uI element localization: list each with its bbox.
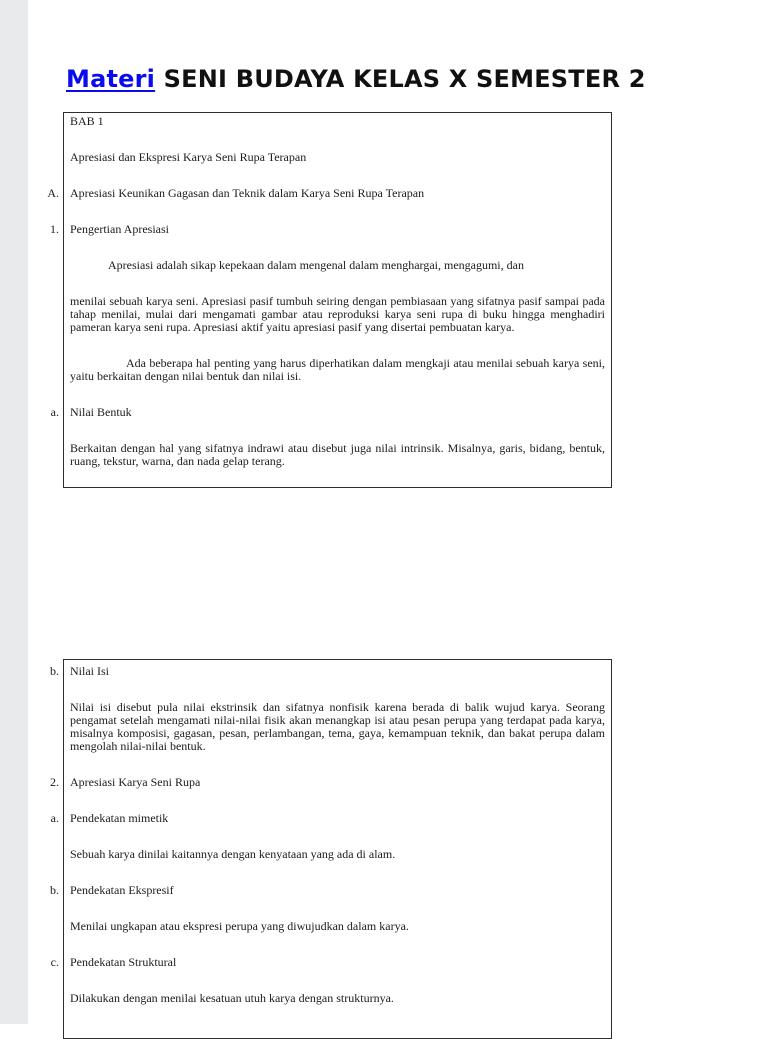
text-row xyxy=(70,151,605,164)
page-title xyxy=(66,64,646,94)
text-line: Pengertian Apresiasi xyxy=(70,222,169,236)
text-row xyxy=(50,811,605,825)
text-row xyxy=(70,357,605,383)
text-row xyxy=(50,775,605,789)
text-row xyxy=(70,920,605,933)
text-row xyxy=(50,222,605,236)
list-marker: c. xyxy=(50,955,59,969)
list-marker: a. xyxy=(50,405,59,419)
text-row xyxy=(70,115,605,128)
text-line: menilai sebuah karya seni. Apresiasi pasif tumbuh seiring dengan pembiasaan yang sifatnya pasif sampai pada tahap menilai, mulai dari mengamati gambar atau reproduksi karya seni rupa di buku hingga menghadiri pameran karya seni rupa. Apresiasi aktif yaitu apresiasi pasif yang disertai pembuatan karya. xyxy=(70,294,605,334)
page-gutter xyxy=(0,0,28,1024)
title-text: SENI BUDAYA KELAS X SEMESTER 2 xyxy=(155,65,646,93)
list-marker: b. xyxy=(50,664,59,678)
text-line: Berkaitan dengan hal yang sifatnya indrawi atau disebut juga nilai intrinsik. Misalnya, garis, bidang, bentuk, ruang, tekstur, warna, dan nada gelap terang. xyxy=(70,441,605,468)
text-line: Nilai isi disebut pula nilai ekstrinsik dan sifatnya nonfisik karena berada di balik wujud karya. Seorang pengamat setelah mengamati nilai-nilai fisik akan menangkap isi atau pesan perupa yang terdapat pada karya, misalnya komposisi, gagasan, pesan, perlambangan, tema, gaya, kemampuan teknik, dan bakat perupa dalam mengolah nilai-nilai bentuk. xyxy=(70,700,605,753)
text-line: Ada beberapa hal penting yang harus diperhatikan dalam mengkaji atau menilai sebuah karya seni, yaitu berkaitan dengan nilai bentuk dan nilai isi. xyxy=(70,356,605,383)
text-row xyxy=(50,405,605,419)
text-row xyxy=(50,883,605,897)
text-line: Pendekatan mimetik xyxy=(70,811,169,825)
text-line: Nilai Bentuk xyxy=(70,405,132,419)
text-row xyxy=(50,664,605,678)
text-row xyxy=(70,259,605,272)
text-line: Sebuah karya dinilai kaitannya dengan kenyataan yang ada di alam. xyxy=(70,847,396,861)
text-row xyxy=(70,848,605,861)
list-marker: 1. xyxy=(50,222,59,236)
text-line: BAB 1 xyxy=(70,114,104,128)
text-line: Pendekatan Ekspresif xyxy=(70,883,174,897)
title-link[interactable]: Materi xyxy=(66,65,156,93)
text-row xyxy=(70,992,605,1005)
text-row xyxy=(70,442,605,468)
content-box-2 xyxy=(50,659,612,1039)
text-line: Apresiasi dan Ekspresi Karya Seni Rupa Terapan xyxy=(70,150,307,164)
list-marker: A. xyxy=(47,186,59,200)
list-marker: b. xyxy=(50,883,59,897)
text-line: Dilakukan dengan menilai kesatuan utuh karya dengan strukturnya. xyxy=(70,991,394,1005)
text-line: Apresiasi adalah sikap kepekaan dalam mengenal dalam menghargai, mengagumi, dan xyxy=(108,258,524,272)
content-box-1 xyxy=(47,112,612,488)
text-line: Pendekatan Struktural xyxy=(70,955,177,969)
text-line: Apresiasi Keunikan Gagasan dan Teknik dalam Karya Seni Rupa Terapan xyxy=(70,186,425,200)
text-row xyxy=(70,701,605,753)
list-marker: a. xyxy=(50,811,59,825)
text-row xyxy=(70,295,605,334)
list-marker: 2. xyxy=(50,775,59,789)
text-line: Apresiasi Karya Seni Rupa xyxy=(70,775,201,789)
text-line: Nilai Isi xyxy=(70,664,109,678)
text-line: Menilai ungkapan atau ekspresi perupa yang diwujudkan dalam karya. xyxy=(70,919,409,933)
text-row xyxy=(47,186,605,200)
text-row xyxy=(50,955,605,969)
